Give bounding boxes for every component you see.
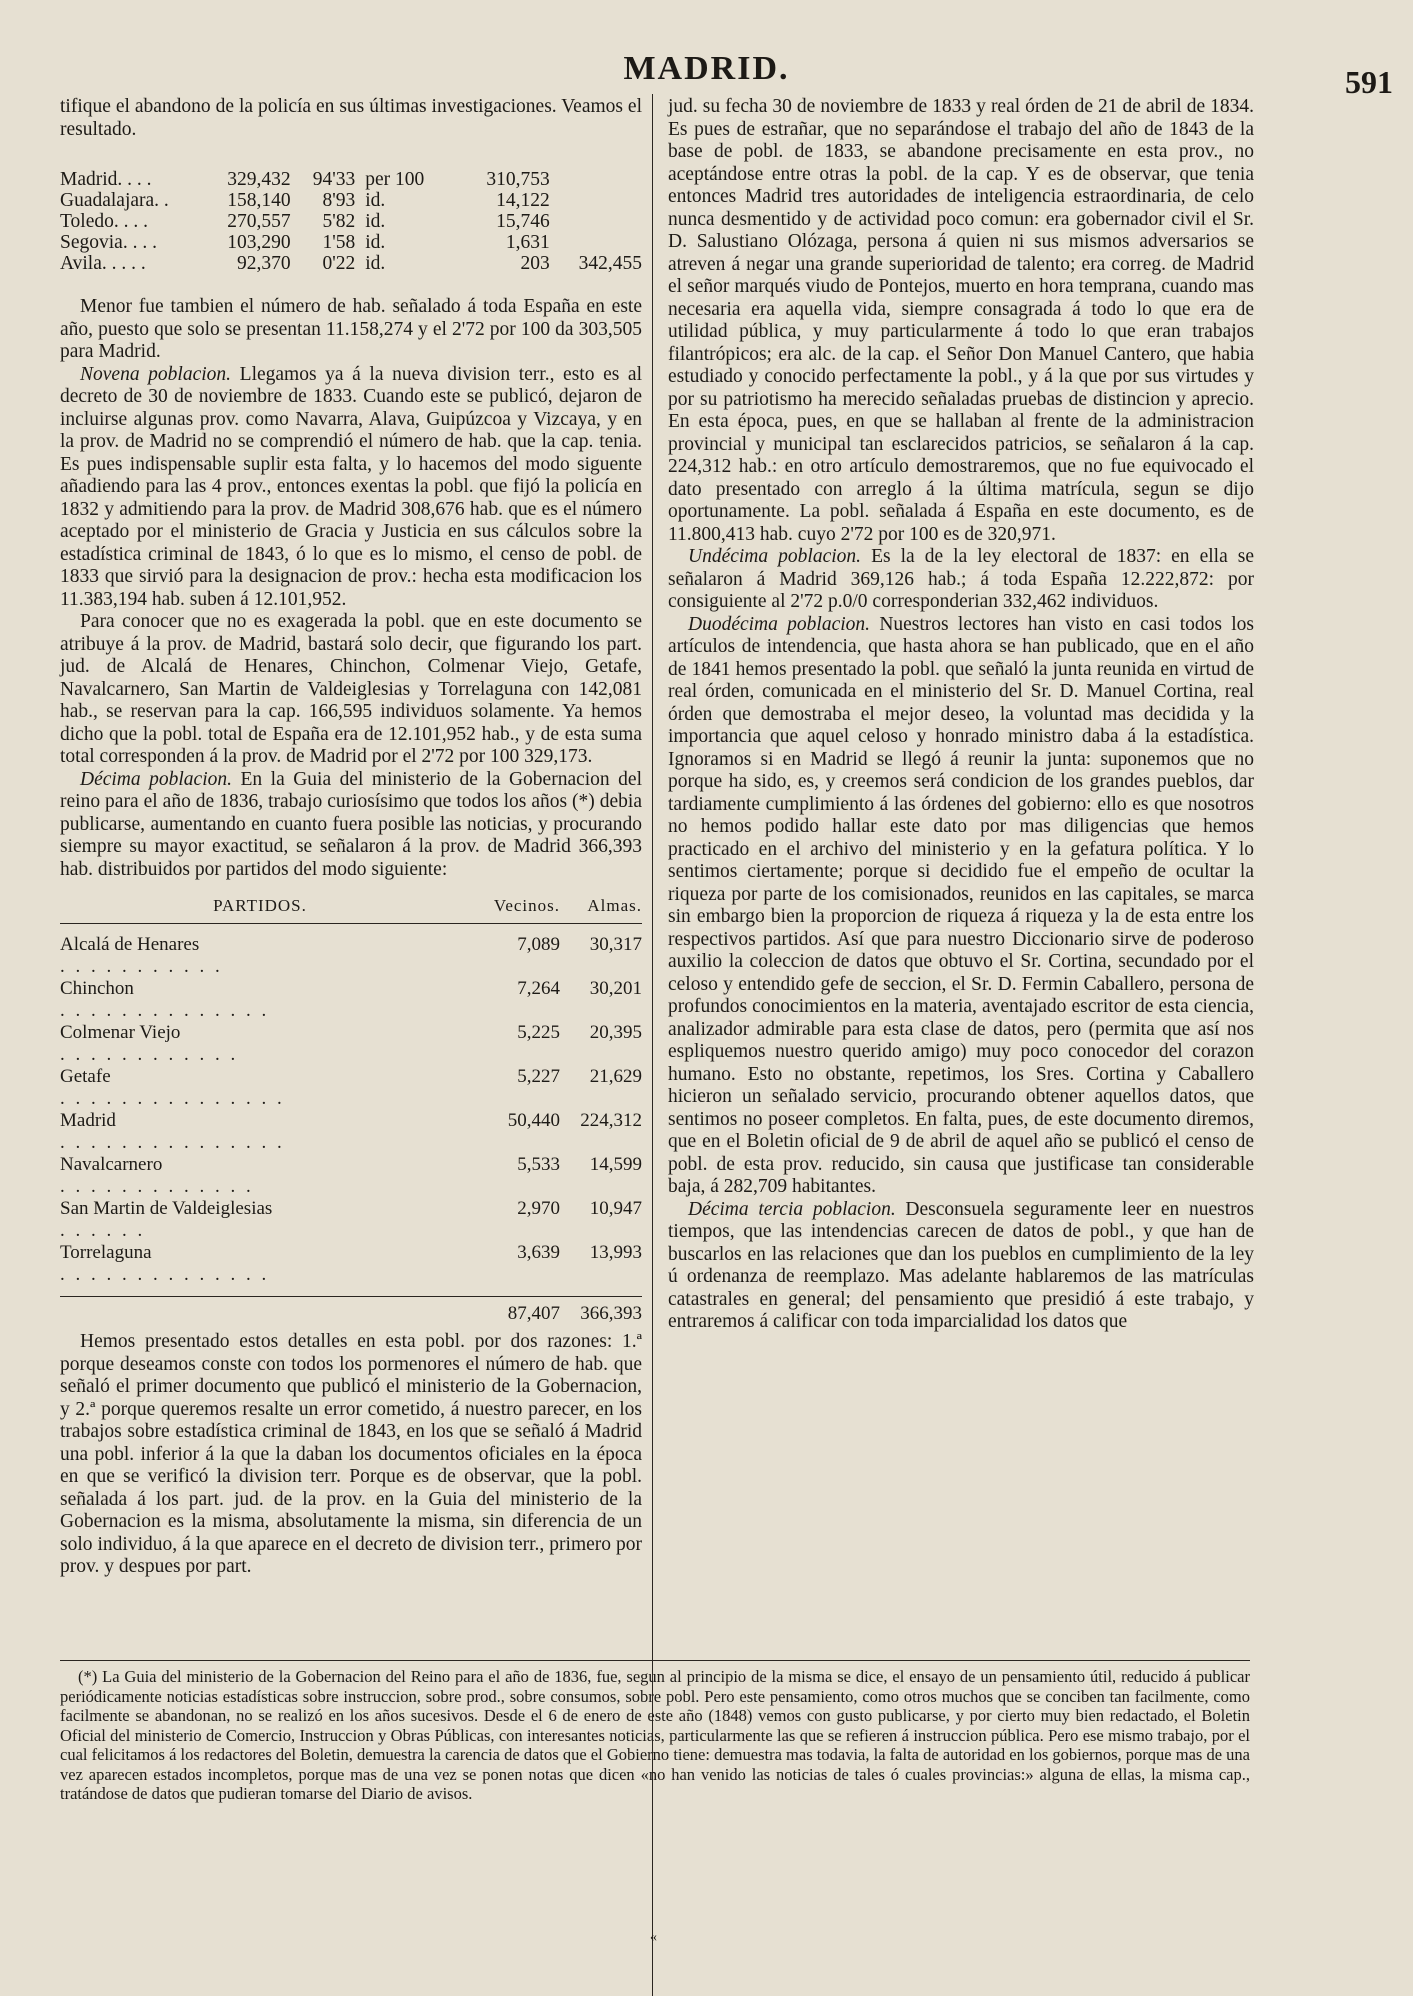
row-per: per 100 — [365, 169, 425, 190]
table-header — [60, 895, 642, 924]
partido-name: Getafe — [60, 1066, 111, 1087]
table-row — [60, 190, 642, 211]
section-heading: Duodécima poblacion. — [688, 613, 871, 635]
row-total — [550, 232, 642, 253]
footnote — [60, 1660, 1250, 1804]
table-row — [60, 169, 642, 190]
dot-leader: . . . . . . . . . . . . . . . — [60, 1132, 285, 1153]
header-partidos: PARTIDOS. — [213, 896, 307, 915]
row-per: id. — [365, 253, 386, 274]
page-number: 591 — [1345, 64, 1393, 100]
paragraph — [668, 546, 1254, 614]
row-partido — [60, 1066, 460, 1110]
dot-leader: . . . . . . . . . . . . . . — [60, 1000, 270, 1021]
row-percent: 0'22 — [322, 253, 356, 274]
row-percent: 1'58 — [322, 232, 356, 253]
header-vecinos: Vecinos. — [493, 896, 560, 915]
row-vecinos: 2,970 — [517, 1198, 560, 1219]
row-province: Segovia. . . . — [60, 232, 157, 253]
partido-name: Colmenar Viejo — [60, 1022, 181, 1043]
row-almas: 21,629 — [589, 1066, 642, 1087]
row-vecinos: 5,533 — [517, 1154, 560, 1175]
table-row — [60, 1198, 642, 1242]
paragraph: jud. su fecha 30 de noviembre de 1833 y real órden de 21 de abril de 1834. Es pues de estrañar, que no separándose el trabajo del año de 1843 de la base de pobl. de 1833, se abandone precisamente en esta prov., no aceptándose entre otras la pobl. de la cap. Y es de observar, que tenia entonces Madrid tres autoridades de inteligencia estraordinaria, de celo nunca desmentido y de actividad poco comun: era gobernador civil el Sr. D. Salustiano Olózaga, persona á quien ni sus mismos adversarios se atreven á negar una grande superioridad de talento; era correg. de Madrid el señor marqués viudo de Pontejos, muerto en hora temprana, cuando mas necesaria era aquella vida, siempre consagrada á todo lo que era de utilidad pública, y muy particularmente á todo lo que eran trabajos filantrópicos; era alc. de la cap. el Señor Don Manuel Cantero, que habia estudiado y conocido perfectamente la pobl., y á la que por sus virtudes y por su patriotismo ha merecido señaladas pruebas de distincion y aprecio. En esta época, pues, en que se hallaban al frente de la administracion provincial y municipal tan esclarecidos patricios, se señalaron á la cap. 224,312 hab.: en otro artículo demostraremos, que no fue equivocado el dato presentado con arreglo á la última matrícula, segun se dijo oportunamente. La pobl. señalada á España en este documento, es de 11.800,413 hab. cuyo 2'72 por 100 es de 320,971. — [668, 96, 1254, 545]
row-almas: 20,395 — [589, 1022, 642, 1043]
partido-name: Navalcarnero — [60, 1154, 163, 1175]
table-row — [60, 211, 642, 232]
total-vecinos: 87,407 — [507, 1303, 560, 1324]
paragraph — [668, 1199, 1254, 1334]
dot-leader: . . . . . . . . . . . . — [60, 1044, 239, 1065]
row-vecinos: 3,639 — [517, 1242, 560, 1263]
total-almas: 366,393 — [580, 1303, 642, 1324]
table-row — [60, 1066, 642, 1110]
dot-leader: . . . . . . . . . . . . . — [60, 1176, 254, 1197]
paragraph: Menor fue tambien el número de hab. señalado á toda España en este año, puesto que solo se presentan 11.158,274 y el 2'72 por 100 da 303,505 para Madrid. — [60, 296, 642, 362]
section-heading: Novena poblacion. — [80, 363, 232, 385]
dot-leader: . . . . . . . . . . . . . . . — [60, 1088, 285, 1109]
row-population: 270,557 — [227, 211, 291, 232]
dot-leader: . . . . . . . . . . . — [60, 956, 223, 977]
row-percent: 94'33 — [312, 169, 356, 190]
row-total: 342,455 — [578, 253, 643, 274]
paragraph: Para conocer que no es exagerada la pobl. que en este documento se atribuye á la prov. de Madrid, bastará solo decir, que figurando los part. jud. de Alcalá de Henares, Chinchon, Colmenar Viejo, Getafe, Navalcarnero, San Martin de Valdeiglesias y Torrelaguna con 142,081 hab., se reservan para la cap. 166,595 individuos solamente. Ya hemos dicho que la pobl. total de España era de 12.101,952 hab., y de esta suma total corresponden á la prov. de Madrid por el 2'72 por 100 329,173. — [60, 611, 642, 767]
row-partido — [60, 1198, 460, 1242]
paragraph — [60, 364, 642, 612]
section-heading: Décima poblacion. — [80, 768, 232, 790]
paragraph — [60, 769, 642, 882]
row-population: 158,140 — [227, 190, 291, 211]
partido-name: Torrelaguna — [60, 1242, 152, 1263]
population-comparison-table — [60, 169, 642, 274]
row-almas: 10,947 — [589, 1198, 642, 1219]
dot-leader: . . . . . . . . . . . . . . — [60, 1264, 270, 1285]
row-total — [550, 190, 642, 211]
row-province: Guadalajara. . — [60, 190, 169, 211]
row-total — [550, 169, 642, 190]
row-percent: 5'82 — [322, 211, 356, 232]
footnote-text: (*) La Guia del ministerio de la Gobernacion del Reino para el año de 1836, fue, segun al principio de la misma se dice, el ensayo de un pensamiento útil, reducido á publicar periódicamente noticias estadísticas sobre instruccion, sobre prod., sobre consumos, sobre pobl. Pero este pensamiento, como otros muchos que se conciben tan facilmente, como facilmente se abandonan, no se realizó en los años sucesivos. Desde el 6 de enero de este año (1848) vemos con gusto publicarse, y por cierto muy bien redactado, el Boletin Oficial del ministerio de Comercio, Instruccion y Obras Públicas, con interesantes noticias, particularmente las que se refieren á instruccion pública. Pero ese mismo trabajo, por el cual felicitamos á los redactores del Boletin, demuestra la carencia de datos que el Gobierno tiene: demuestra mas todavia, la falta de autoridad en los gobiernos, porque mas de una vez aparecen estados incompletos, porque mas de una vez se ponen notas que dicen «no han venido las noticias de tales ó cuales provincias:» alguna de ellas, la misma cap., tratándose de datos que pudieran tomarse del Diario de avisos. — [60, 1667, 1250, 1803]
bottom-printer-mark: « — [650, 1930, 657, 1945]
row-vecinos: 50,440 — [507, 1110, 560, 1131]
left-column — [60, 96, 642, 1579]
dot-leader: . . . . . . — [60, 1220, 146, 1241]
row-partido — [60, 1110, 460, 1154]
row-vecinos: 5,225 — [517, 1022, 560, 1043]
row-result: 203 — [520, 253, 550, 274]
row-percent: 8'93 — [322, 190, 356, 211]
row-vecinos: 7,089 — [517, 934, 560, 955]
row-per: id. — [365, 211, 386, 232]
row-province: Toledo. . . . — [60, 211, 148, 232]
row-population: 92,370 — [237, 253, 291, 274]
table-row — [60, 1242, 642, 1286]
row-per: id. — [365, 190, 386, 211]
table-row — [60, 1110, 642, 1154]
table-row — [60, 232, 642, 253]
table-row — [60, 934, 642, 978]
paragraph-body: Es la de la ley electoral de 1837: en ella se señalaron á Madrid 369,126 hab.; á toda España 12.222,872: por consiguiente al 2'72 p.0/0 corresponderian 332,462 individuos. — [668, 546, 1254, 612]
row-partido — [60, 1154, 460, 1198]
row-almas: 14,599 — [589, 1154, 642, 1175]
row-almas: 13,993 — [589, 1242, 642, 1263]
row-per: id. — [365, 232, 386, 253]
partidos-table — [60, 895, 642, 1325]
section-heading: Undécima poblacion. — [688, 546, 862, 567]
partido-name: Madrid — [60, 1110, 116, 1131]
row-population: 329,432 — [227, 169, 291, 190]
partido-name: Alcalá de Henares — [60, 934, 200, 955]
row-population: 103,290 — [227, 232, 291, 253]
section-heading: Décima tercia poblacion. — [688, 1198, 896, 1220]
table-row — [60, 253, 642, 274]
table-row — [60, 1154, 642, 1198]
row-partido — [60, 978, 460, 1022]
paragraph-body: En la Guia del ministerio de la Gobernacion del reino para el año de 1836, trabajo curiosísimo que todos los años (*) debia publicarse, aumentando en cuanto fuera posible las noticias, y procurando siempre su mayor exactitud, se señalaron á la prov. de Madrid 366,393 hab. distribuidos por partidos del modo siguiente: — [60, 768, 642, 880]
table-row — [60, 1022, 642, 1066]
paragraph: tifique el abandono de la policía en sus últimas investigaciones. Veamos el resultado. — [60, 96, 642, 140]
row-almas: 224,312 — [580, 1110, 642, 1131]
paragraph — [668, 614, 1254, 1199]
page-header-title: MADRID. — [623, 50, 790, 87]
row-vecinos: 5,227 — [517, 1066, 560, 1087]
row-partido — [60, 934, 460, 978]
table-total-row — [60, 1296, 642, 1325]
row-result: 310,753 — [486, 169, 550, 190]
paragraph: Hemos presentado estos detalles en esta pobl. por dos razones: 1.ª porque deseamos conste con todos los pormenores el número de hab. que señaló el primer documento que publicó el ministerio de la Gobernacion, y 2.ª porque queremos resalte un error cometido, á nuestro parecer, en los trabajos sobre estadística criminal de 1843, en los que se señaló á Madrid una pobl. inferior á la que la daban los documentos oficiales en la época en que se verificó la division terr. Porque es de observar, que la pobl. señalada á los part. jud. de la prov. en la Guia del ministerio de la Gobernacion es la misma, absolutamente la misma, sin diferencia de un solo individuo, á la que aparece en el decreto de division terr., primero por prov. y despues por part. — [60, 1331, 642, 1577]
table-row — [60, 978, 642, 1022]
row-province: Avila. . . . . — [60, 253, 146, 274]
row-province: Madrid. . . . — [60, 169, 152, 190]
paragraph-body: Llegamos ya á la nueva division terr., esto es al decreto de 30 de noviembre de 1833. Cuando este se publicó, dejaron de incluirse algunas prov. como Navarra, Alava, Guipúzcoa y Vizcaya, y en la prov. de Madrid no se comprendió el número de hab. que la cap. tenia. Es pues indispensable suplir esta falta, y lo hacemos del modo siguente añadiendo para las 4 prov., entonces exentas la pobl. que fijó la policía en 1832 y admitiendo para la prov. de Madrid 308,676 hab. que es el número aceptado por el ministerio de Gracia y Justicia en sus cálculos sobre la estadística criminal de 1843, ó lo que es lo mismo, el censo de pobl. de 1833 que sirvió para la designacion de prov.: hecha esta modificacion los 11.383,194 hab. suben á 12.101,952. — [60, 363, 642, 610]
right-column — [668, 96, 1254, 1334]
paragraph-body: Desconsuela seguramente leer en nuestros tiempos, que las intendencias carecen de datos de pobl., y que han de buscarlos en las relaciones que dan los pueblos en cumplimiento de la ley ú ordenanza de reemplazo. Mas adelante hablaremos de las matrículas catastrales en general; del pensamiento que presidió á este trabajo, y entraremos á calificar con toda imparcialidad los datos que — [668, 1198, 1254, 1332]
row-result: 14,122 — [496, 190, 550, 211]
header-almas: Almas. — [587, 896, 642, 915]
row-total — [550, 211, 642, 232]
total-spacer — [60, 1303, 460, 1325]
row-partido — [60, 1242, 460, 1286]
row-almas: 30,201 — [589, 978, 642, 999]
row-result: 1,631 — [505, 232, 550, 253]
row-result: 15,746 — [496, 211, 550, 232]
paragraph-body: Nuestros lectores han visto en casi todos los artículos de intendencia, que hasta ahora se han publicado, que en el año de 1841 hemos presentado la pobl. que señaló la junta reunida en virtud de real órden, comunicada en el ministerio del Sr. D. Manuel Cortina, real órden que demostraba el mejor deseo, la voluntad mas decidida y la importancia que aquel celoso y honrado ministro daba á la estadística. Ignoramos si en Madrid se llegó á reunir la junta: suponemos que no porque ha sido, es, y creemos será condicion de los grandes pueblos, dar tardiamente cumplimiento á las órdenes del gobierno: ello es que nosotros no hemos podido hallar este dato por mas diligencias que hemos practicado en el archivo del ministerio y en la gefatura política. Y lo sentimos ciertamente; porque si decidido fue el empeño de ocultar la riqueza por parte de los comisionados, reunidos en las capitales, se marca sin embargo bien la proporcion de riqueza á riqueza y la de esta entre los respectivos partidos. Así que para nuestro Diccionario sirve de poderoso auxilio la coleccion de datos que obtuvo el Sr. Cortina, secundado por el celoso y entendido gefe de seccion, el Sr. D. Fermin Caballero, persona de profundos conocimientos en la materia, aventajado escritor de esta ciencia, analizador admirable para esta clase de datos, pero (permita que así nos espliquemos nuestro querido amigo) muy poco conocedor del corazon humano. Esto no obstante, repetimos, los Sres. Cortina y Caballero hicieron un señalado servicio, procurando obtener aquellos datos, que sentimos no poseer completos. En falta, pues, de este documento diremos, que en el Boletin oficial de 9 de abril de aquel año se publicó el censo de pobl. de esta prov. reducido, sin causa que justificase tan considerable baja, á 282,709 habitantes. — [668, 613, 1254, 1197]
partido-name: Chinchon — [60, 978, 134, 999]
row-partido — [60, 1022, 460, 1066]
partido-name: San Martin de Valdeiglesias — [60, 1198, 273, 1219]
row-vecinos: 7,264 — [517, 978, 560, 999]
row-almas: 30,317 — [589, 934, 642, 955]
